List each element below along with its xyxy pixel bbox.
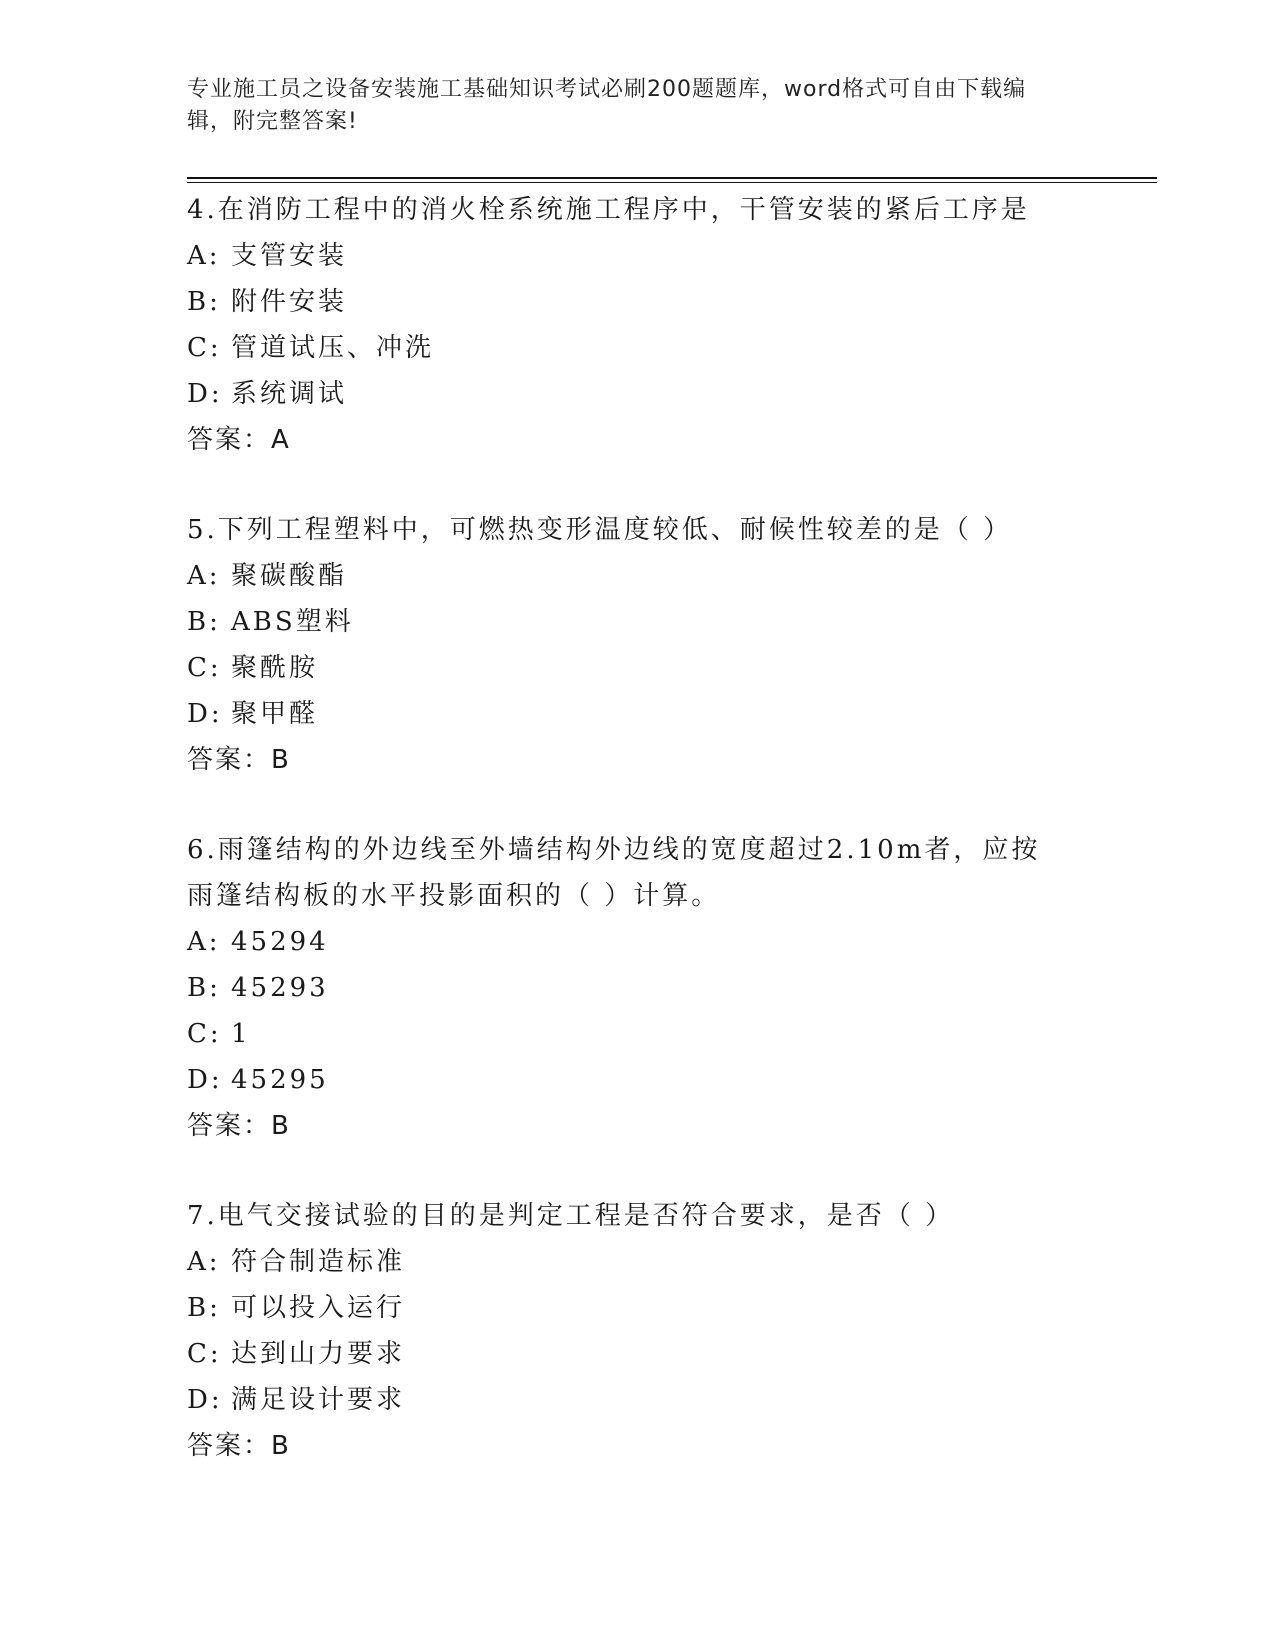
option-text: 可以投入运行 bbox=[231, 1293, 406, 1323]
answer-value: A bbox=[271, 425, 291, 455]
question-5 bbox=[187, 507, 1067, 783]
option-text: 附件安装 bbox=[231, 287, 348, 317]
question-6 bbox=[187, 827, 1067, 1149]
option-d bbox=[187, 1057, 1067, 1103]
option-text: 支管安装 bbox=[231, 241, 348, 271]
option-b bbox=[187, 599, 1067, 645]
answer-label: 答案： bbox=[187, 745, 272, 775]
option-letter: B: bbox=[187, 973, 221, 1003]
option-letter: D: bbox=[187, 1385, 223, 1415]
document-header: 专业施工员之设备安装施工基础知识考试必刷200题题库，word格式可自由下载编辑，附完整答案! bbox=[187, 77, 1027, 134]
option-text: 达到山力要求 bbox=[231, 1339, 406, 1369]
option-text: 45295 bbox=[231, 1065, 329, 1095]
option-letter: C: bbox=[187, 653, 222, 683]
option-c bbox=[187, 1011, 1067, 1057]
option-letter: D: bbox=[187, 1065, 223, 1095]
option-letter: C: bbox=[187, 333, 222, 363]
option-text: 系统调试 bbox=[231, 379, 348, 409]
option-d bbox=[187, 1377, 1067, 1423]
question-stem: 6.雨篷结构的外边线至外墙结构外边线的宽度超过2.10m者，应按雨篷结构板的水平投影面积的（ ）计算。 bbox=[187, 835, 1041, 911]
answer-value: B bbox=[271, 745, 291, 775]
question-7 bbox=[187, 1193, 1067, 1469]
option-text: 聚甲醛 bbox=[231, 699, 319, 729]
option-letter: D: bbox=[187, 699, 223, 729]
header-divider-thin bbox=[187, 182, 1157, 183]
option-a bbox=[187, 553, 1067, 599]
answer-value: B bbox=[271, 1431, 291, 1461]
question-stem: 5.下列工程塑料中，可燃热变形温度较低、耐候性较差的是（ ） bbox=[187, 515, 1013, 545]
option-letter: D: bbox=[187, 379, 223, 409]
option-letter: C: bbox=[187, 1339, 222, 1369]
option-b bbox=[187, 1285, 1067, 1331]
question-4 bbox=[187, 187, 1067, 463]
answer-line bbox=[187, 737, 1067, 783]
option-letter: C: bbox=[187, 1019, 222, 1049]
option-d bbox=[187, 371, 1067, 417]
answer-line bbox=[187, 417, 1067, 463]
option-c bbox=[187, 1331, 1067, 1377]
answer-label: 答案： bbox=[187, 1111, 272, 1141]
option-a bbox=[187, 233, 1067, 279]
option-letter: A: bbox=[187, 561, 221, 591]
option-a bbox=[187, 919, 1067, 965]
question-stem: 7.电气交接试验的目的是判定工程是否符合要求，是否（ ） bbox=[187, 1201, 955, 1231]
answer-line bbox=[187, 1423, 1067, 1469]
option-letter: A: bbox=[187, 1247, 221, 1277]
question-list bbox=[187, 187, 1067, 1513]
option-text: ABS塑料 bbox=[231, 607, 354, 637]
option-text: 聚碳酸酯 bbox=[231, 561, 348, 591]
option-c bbox=[187, 645, 1067, 691]
option-text: 满足设计要求 bbox=[231, 1385, 406, 1415]
option-text: 45293 bbox=[231, 973, 329, 1003]
answer-value: B bbox=[271, 1111, 291, 1141]
option-letter: A: bbox=[187, 927, 221, 957]
option-text: 45294 bbox=[231, 927, 329, 957]
option-letter: A: bbox=[187, 241, 221, 271]
option-letter: B: bbox=[187, 287, 221, 317]
question-stem: 4.在消防工程中的消火栓系统施工程序中，干管安装的紧后工序是 bbox=[187, 195, 1030, 225]
option-a bbox=[187, 1239, 1067, 1285]
option-c bbox=[187, 325, 1067, 371]
answer-label: 答案： bbox=[187, 1431, 272, 1461]
answer-line bbox=[187, 1103, 1067, 1149]
header-divider-thick bbox=[187, 177, 1157, 179]
option-text: 管道试压、冲洗 bbox=[231, 333, 435, 363]
option-b bbox=[187, 965, 1067, 1011]
option-b bbox=[187, 279, 1067, 325]
option-text: 聚酰胺 bbox=[231, 653, 319, 683]
option-letter: B: bbox=[187, 607, 221, 637]
option-letter: B: bbox=[187, 1293, 221, 1323]
option-text: 符合制造标准 bbox=[231, 1247, 406, 1277]
option-d bbox=[187, 691, 1067, 737]
option-text: 1 bbox=[231, 1019, 251, 1049]
answer-label: 答案： bbox=[187, 425, 272, 455]
